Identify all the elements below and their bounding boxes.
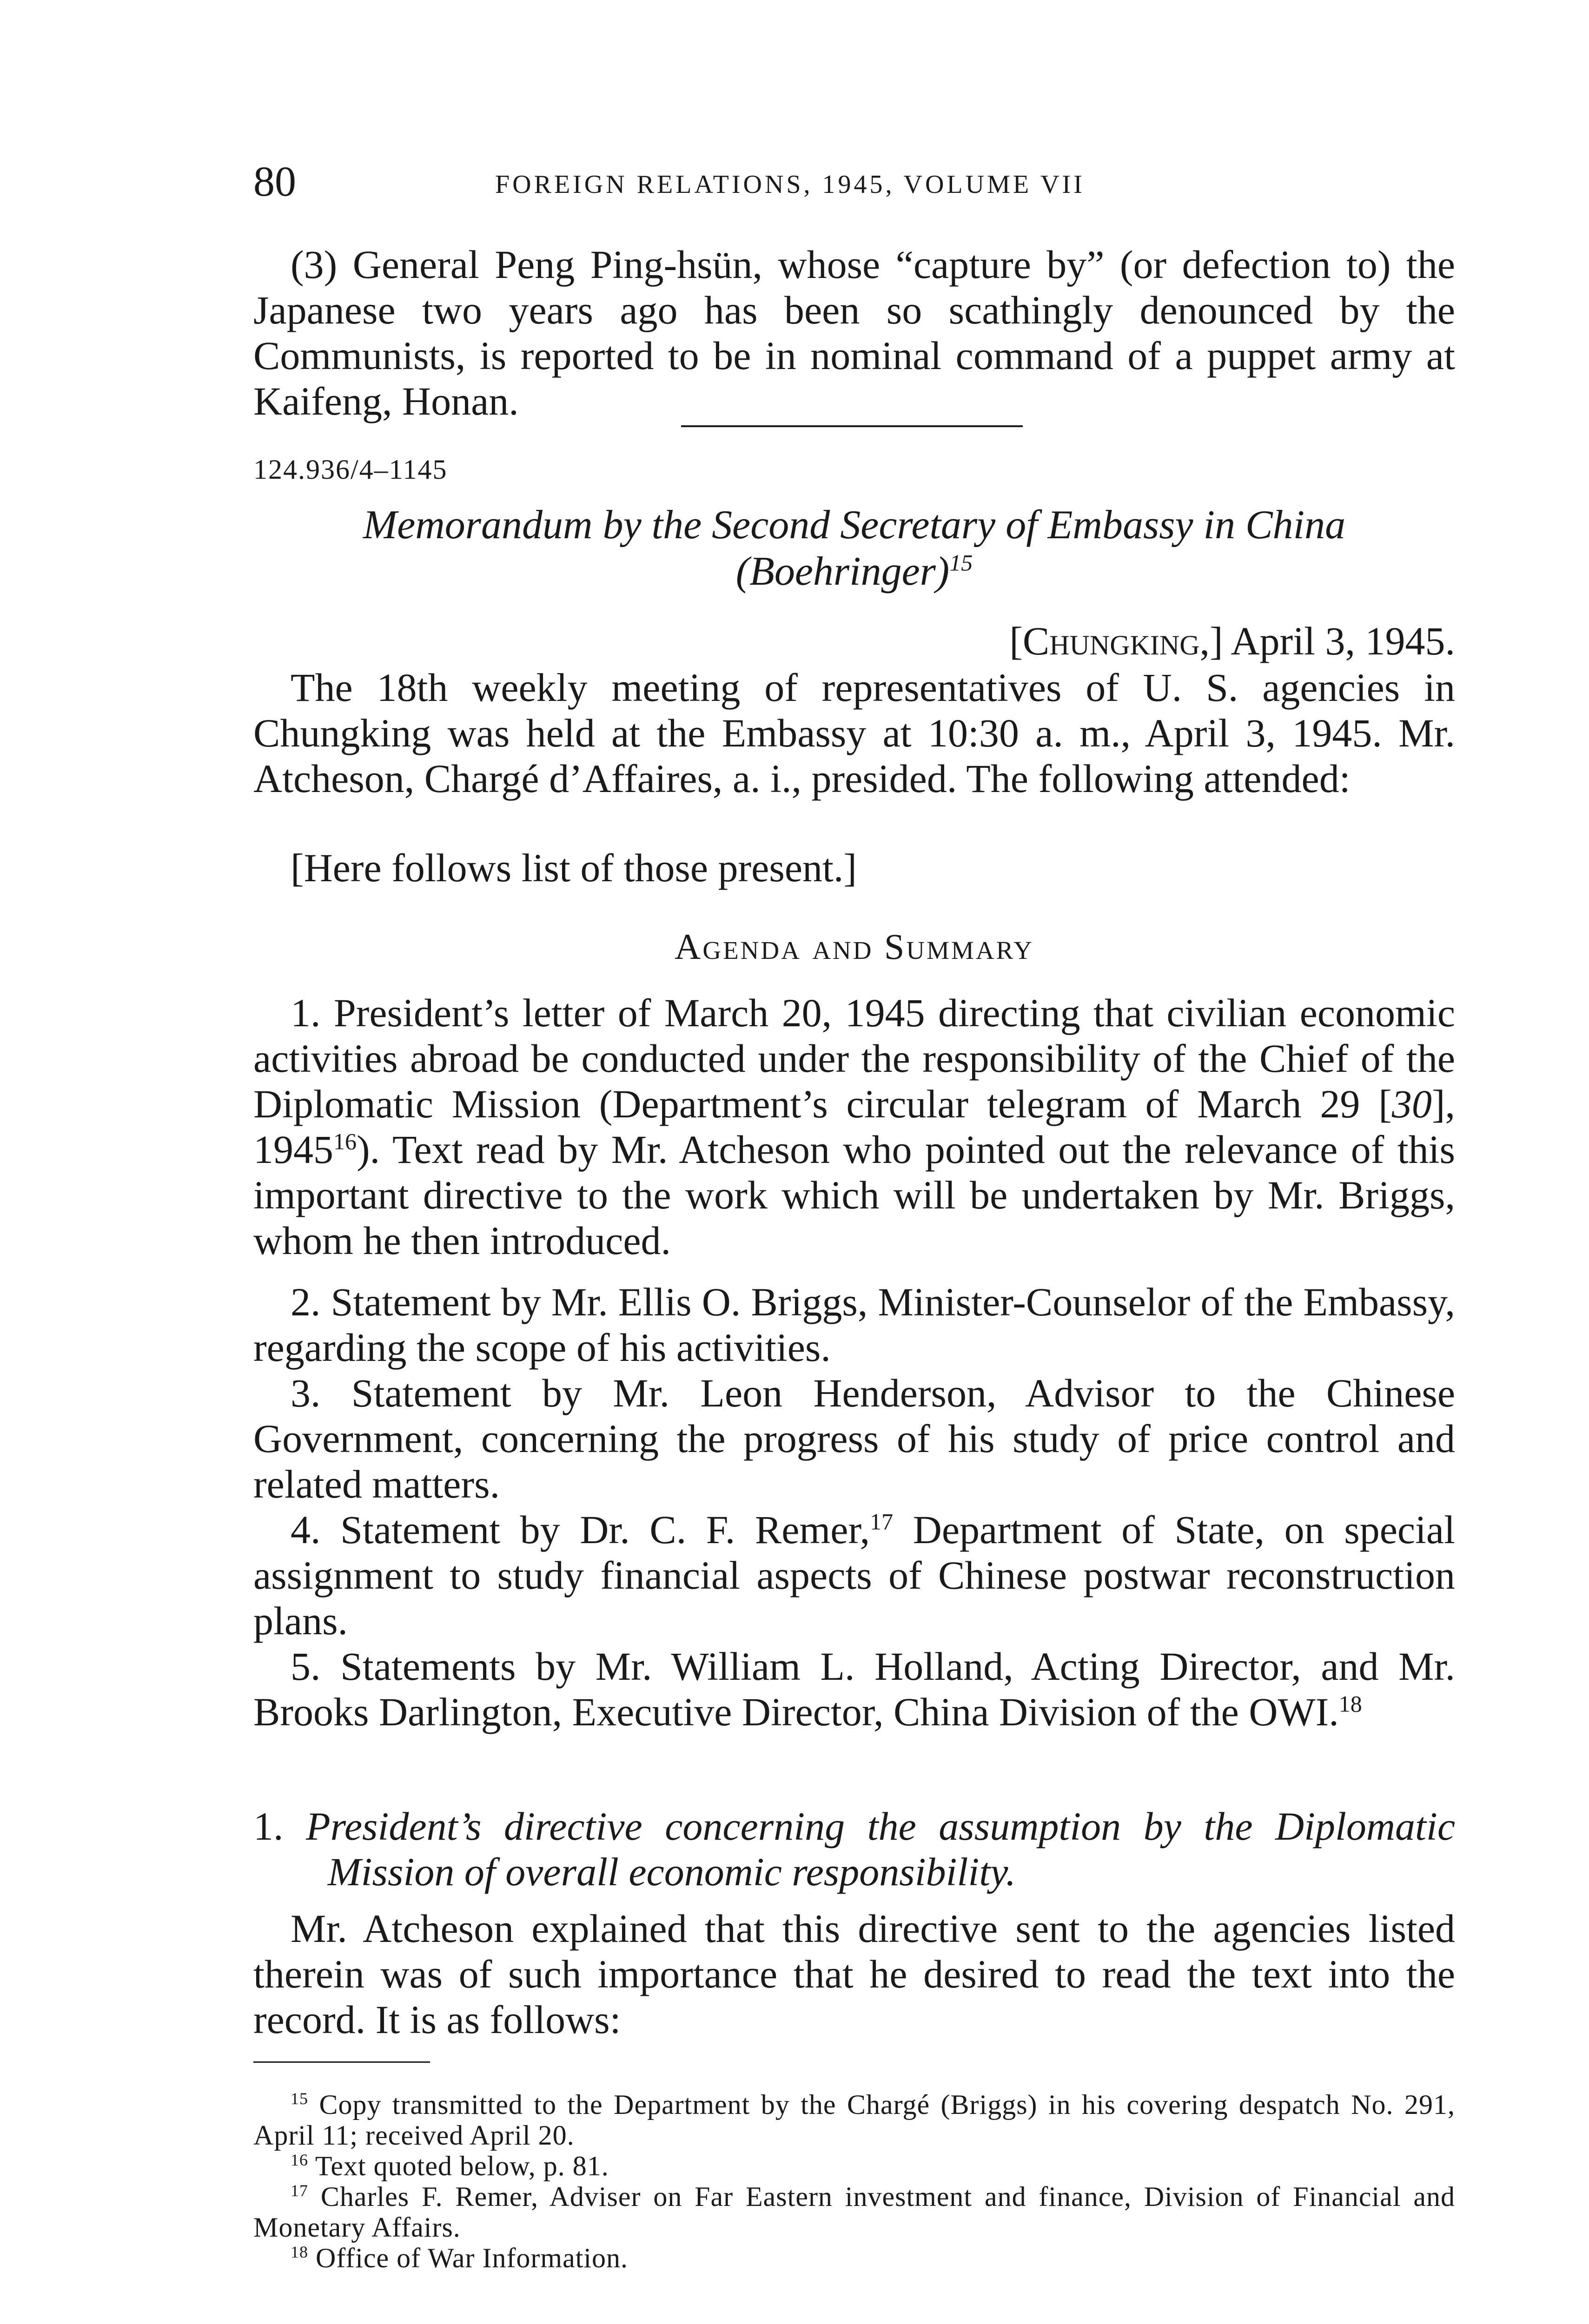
agenda-item-4-text: 4. Statement by Dr. C. F. Remer, — [291, 1507, 870, 1552]
footnote-divider — [253, 2061, 430, 2063]
footnote-ref-15: 15 — [949, 549, 973, 576]
intro-paragraph: (3) General Peng Ping-hsün, whose “capture by” (or defection to) the Japanese two years ago has been so scathingly denounced by the Communists, is reported to be in nominal command of a puppet army at Kaifeng, Honan. — [253, 242, 1455, 423]
footnote-text: Office of War Information. — [316, 2243, 629, 2273]
section-divider — [681, 425, 1023, 427]
document-title-line1: Memorandum by the Second Secretary of Embassy in China — [363, 502, 1346, 548]
agenda-item-1 — [253, 990, 1455, 1263]
document-title — [253, 502, 1455, 595]
footnote-ref-18: 18 — [1338, 1690, 1362, 1717]
footnote-text: Copy transmitted to the Department by the Chargé (Briggs) in his covering despatch No. 291, April 11; received April 20. — [253, 2089, 1455, 2151]
agenda-item-5-text: 5. Statements by Mr. William L. Holland, Acting Director, and Mr. Brooks Darlington, Executive Director, China Division of the OWI. — [253, 1644, 1455, 1734]
footnote-text: Text quoted below, p. 81. — [315, 2151, 609, 2181]
footnote-17 — [253, 2181, 1455, 2243]
page-number: 80 — [253, 158, 296, 205]
subheading — [253, 1803, 1455, 1895]
file-reference: 124.936/4–1145 — [253, 454, 448, 485]
opening-paragraph: The 18th weekly meeting of representatives of U. S. agencies in Chungking was held at the Embassy at 10:30 a. m., April 3, 1945. Mr. Atcheson, Chargé d’Affaires, a. i., presided. The following attended: — [253, 665, 1455, 801]
footnote-number: 18 — [291, 2243, 308, 2261]
agenda-item-4 — [253, 1507, 1455, 1644]
footnote-text: Charles F. Remer, Adviser on Far Eastern investment and finance, Division of Financial and Monetary Affairs. — [253, 2181, 1455, 2243]
agenda-item-5 — [253, 1644, 1455, 1735]
subheading-text: President’s directive concerning the assumption by the Diplomatic Mission of overall economic responsibility. — [306, 1804, 1455, 1894]
agenda-item-4-text-b: Department of State, on special assignment to study financial aspects of Chinese postwar reconstruction plans. — [253, 1507, 1455, 1643]
footnote-ref-16: 16 — [333, 1128, 357, 1155]
footnote-18 — [253, 2243, 1455, 2273]
dateline-place: [Chungking,] — [1009, 619, 1223, 663]
agenda-item-1-text-c: ). Text read by Mr. Atcheson who pointed out the relevance of this important directive to the work which will be undertaken by Mr. Briggs, whom he then introduced. — [253, 1127, 1455, 1263]
agenda-item-1-text-b: ], 1945 — [253, 1082, 1455, 1172]
running-title: FOREIGN RELATIONS, 1945, VOLUME VII — [495, 170, 1085, 199]
document-title-line2: (Boehringer) — [735, 549, 950, 594]
footnote-16 — [253, 2151, 1455, 2181]
bracketed-note: [Here follows list of those present.] — [291, 845, 857, 890]
section-heading: Agenda and Summary — [675, 926, 1034, 967]
agenda-item-2: 2. Statement by Mr. Ellis O. Briggs, Minister-Counselor of the Embassy, regarding the scope of his activities. — [253, 1280, 1455, 1370]
footnote-15 — [253, 2089, 1455, 2151]
agenda-item-3: 3. Statement by Mr. Leon Henderson, Advisor to the Chinese Government, concerning the progress of his study of price control and related matters. — [253, 1371, 1455, 1506]
closing-paragraph: Mr. Atcheson explained that this directive sent to the agencies listed therein was of such importance that he desired to read the text into the record. It is as follows: — [253, 1906, 1455, 2042]
footnotes — [253, 2089, 1455, 2273]
subheading-number: 1. — [253, 1804, 284, 1849]
dateline — [1009, 618, 1455, 664]
footnote-ref-17: 17 — [870, 1508, 894, 1535]
footnote-number: 16 — [291, 2151, 308, 2169]
footnote-number: 17 — [291, 2181, 308, 2200]
footnote-number: 15 — [291, 2089, 308, 2108]
running-head — [253, 158, 1455, 209]
agenda-item-1-text: 1. President’s letter of March 20, 1945 directing that civilian economic activities abroad be conducted under the responsibility of the Chief of the Diplomatic Mission (Department’s circular telegram of March 29 [ — [253, 990, 1455, 1126]
agenda-item-1-correction: 30 — [1391, 1082, 1432, 1126]
dateline-date: April 3, 1945. — [1231, 619, 1455, 663]
